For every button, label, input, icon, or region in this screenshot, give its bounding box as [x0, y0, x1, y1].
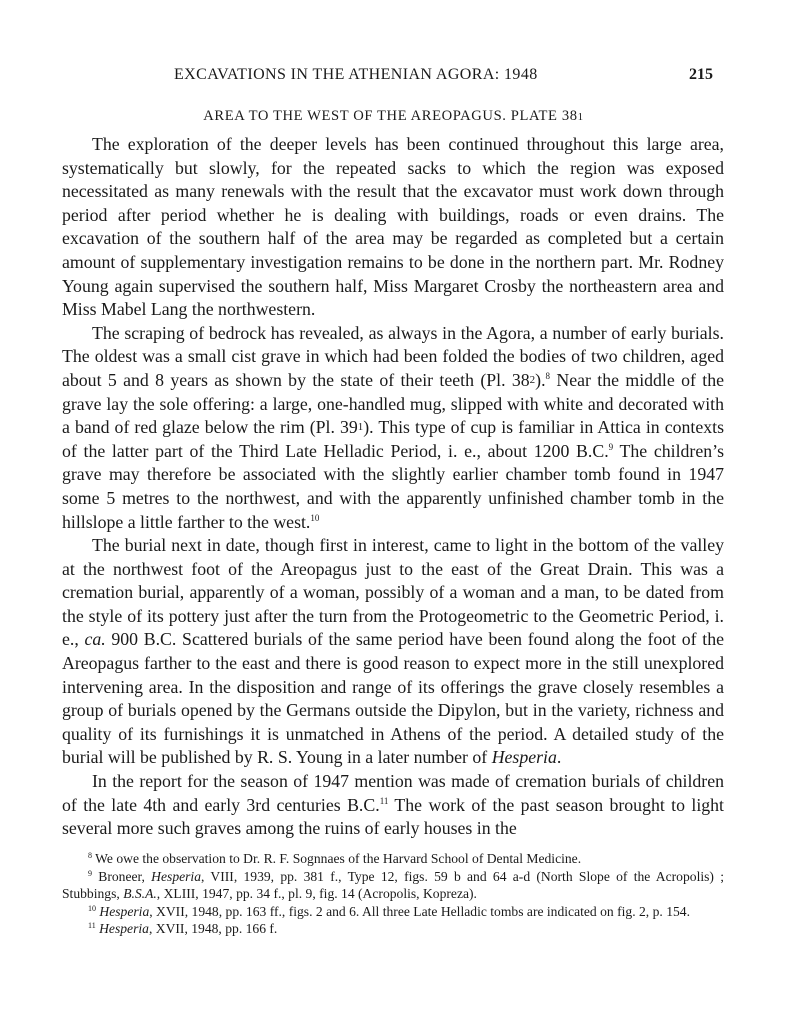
footnote-text: , XLIII, 1947, pp. 34 f., pl. 9, fig. 14 (Acropolis, Kopreza).: [156, 886, 477, 902]
paragraph-1: The exploration of the deeper levels has been continued throughout this large area, systematically but slowly, for the repeated sacks to which the region was exposed necessitated as many renewals with the result that the excavator must work down through period after period whether he is dealing with buildings, roads or even drains. The excavation of the southern half of the area may be regarded as completed but a certain amount of supplementary investigation remains to be done in the northern part. Mr. Rodney Young again supervised the southern half, Miss Margaret Crosby the northeastern area and Miss Mabel Lang the northwestern.: [62, 134, 724, 320]
footnotes: [62, 850, 724, 938]
footnote-text: We owe the observation to Dr. R. F. Sognnaes of the Harvard School of Dental Medicine.: [95, 851, 582, 866]
text-run: .: [556, 747, 562, 768]
journal-title: Hesperia: [99, 903, 150, 919]
footnote-ref-11[interactable]: 11: [379, 795, 389, 806]
text-run: Scattered burials of the same period have been found along the foot of the Areopagus farther to the east and there is good reason to expect more in the still unexplored intervening area. In the disposition and range of its offerings the grave closely resembles a group of burials opened by the Germans outside the Dipylon, but in the variety, richness and quality of its furnishings it is unmatched in Athens of the period. A detailed study of the burial will be published by R. S. Young in a later number of: [62, 629, 725, 768]
footnote-10: [62, 903, 724, 921]
text-run: ). This type of cup is familiar in Attica in contexts of the latter part of the Third Late Helladic Period, i. e., about 1200: [62, 417, 724, 461]
running-head: [0, 66, 787, 90]
journal-title: B.S.A.: [123, 886, 157, 902]
footnote-text: , VIII, 1939, pp. 381 f., Type 12, figs. 59 b and 64 a-d (North Slope of the Acropolis) ; Stubbings,: [62, 868, 724, 902]
journal-title: Hesperia: [99, 921, 149, 937]
text-run: The scraping of bedrock has revealed, as always in the Agora, a number of early burials. The oldest was a small cist grave in which had been folded the bodies of two children, aged about 5 and 8 years as shown by the state of their teeth (Pl. 38: [62, 322, 724, 390]
journal-title: Hesperia: [491, 747, 557, 768]
footnote-text: Broneer,: [98, 868, 152, 884]
section-heading-plate-ref: 1: [577, 111, 584, 123]
journal-title: Hesperia: [151, 868, 202, 884]
section-heading-text: AREA TO THE WEST OF THE AREOPAGUS. PLATE 38: [203, 108, 578, 124]
paragraph-2: [62, 322, 724, 534]
text-run: ).: [535, 369, 546, 390]
footnote-ref-10[interactable]: 10: [310, 512, 320, 523]
text-run: In the report for the season of 1947 mention was made of cremation burials of children of the late 4th and early 3rd centuries: [62, 771, 724, 815]
plate-ref: 1: [357, 421, 364, 434]
page-number: 215: [689, 66, 713, 83]
body-text: [62, 133, 724, 841]
footnote-text: , XVII, 1948, pp. 163 ff., figs. 2 and 6. All three Late Helladic tombs are indicated on fig. 2, p. 154.: [149, 903, 690, 919]
text-run: The burial next in date, though first in interest, came to light in the bottom of the valley at the northwest foot of the Areopagus just to the east of the Great Drain. This was a cremation burial, apparently of a woman, possibly of a woman and a man, to be dated from the style of its pottery just after the turn from the Protogeometric to the Geometric Period, i. e.,: [62, 535, 724, 650]
text-run: The children’s grave may therefore be associated with the slightly earlier chamber tomb found in 1947 some 5 metres to the northwest, and with the apparently unfinished chamber tomb in the hillslope a little farther to the west.: [62, 440, 724, 532]
era-abbrev: B.C.: [347, 794, 380, 815]
section-heading: [0, 108, 787, 125]
footnote-number: 10: [88, 903, 96, 913]
footnote-text: , XVII, 1948, pp. 166 f.: [148, 921, 278, 937]
circa-abbrev: ca.: [84, 629, 106, 650]
text-run: 900: [105, 629, 144, 650]
footnote-11: [62, 920, 724, 938]
plate-ref: 2: [529, 373, 536, 386]
footnote-number: 9: [88, 868, 92, 878]
footnote-9: [62, 868, 724, 903]
footnote-number: 11: [88, 921, 96, 931]
text-run: The work of the past season brought to light several more such graves among the ruins of early houses in the: [62, 794, 724, 839]
footnote-8: [62, 850, 724, 868]
running-title: EXCAVATIONS IN THE ATHENIAN AGORA: 1948: [174, 66, 538, 83]
paragraph-3: [62, 534, 724, 770]
era-abbrev: B.C.: [143, 629, 177, 650]
era-abbrev: B.C.: [576, 440, 609, 461]
text-run: Near the middle of the grave lay the sole offering: a large, one-handled mug, slipped with white and decorated with a band of red glaze below the rim (Pl. 39: [62, 369, 724, 438]
footnote-ref-9[interactable]: 9: [608, 441, 614, 452]
paragraph-4: [62, 770, 724, 841]
footnote-ref-8[interactable]: 8: [545, 370, 551, 381]
footnote-number: 8: [88, 851, 92, 860]
